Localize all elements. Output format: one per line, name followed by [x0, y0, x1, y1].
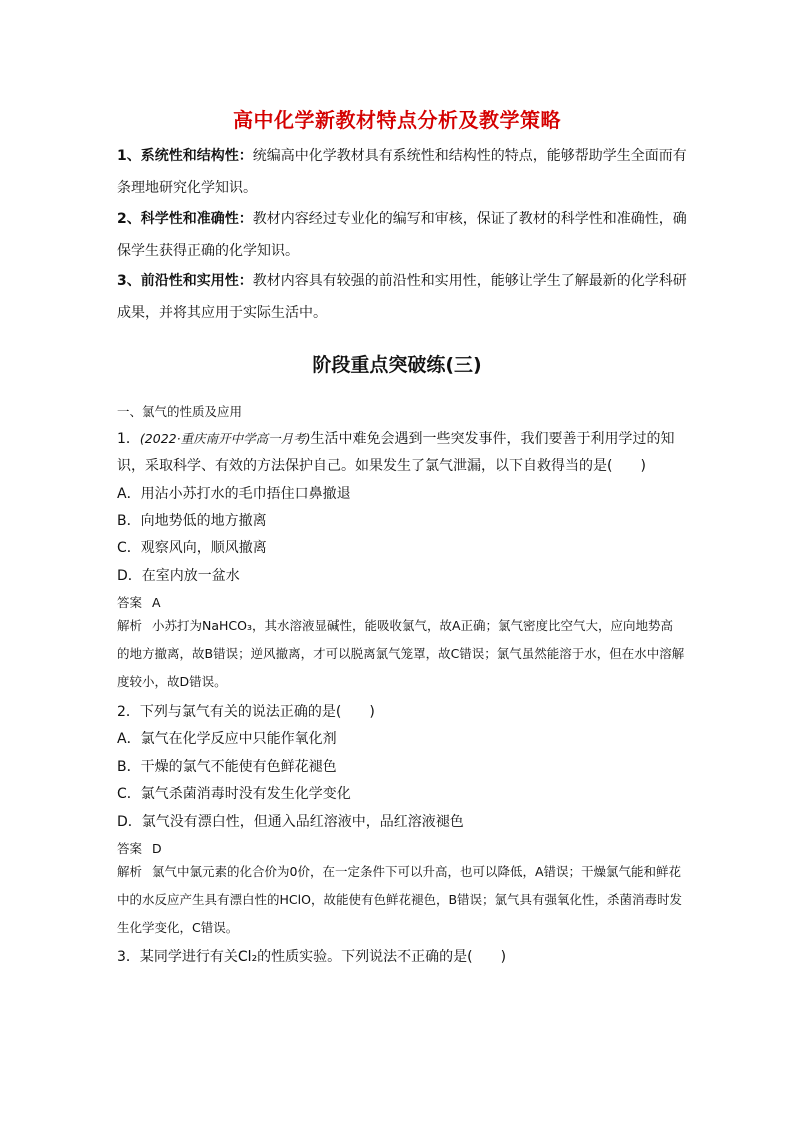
option-a: A．氯气在化学反应中只能作氧化剂: [117, 731, 337, 747]
option-b: B．干燥的氯气不能使有色鲜花褪色: [117, 759, 337, 775]
answer-value: D: [152, 841, 162, 856]
answer-value: A: [152, 595, 161, 610]
answer-label: 答案: [117, 595, 143, 610]
intro-text: 教材内容经过专业化的编写和审核，保证了教材的科学性和准确性，确保学生获得正确的化学知识。: [117, 211, 687, 259]
question-source: (2022·重庆南开中学高一月考): [139, 431, 311, 446]
option-d: D．在室内放一盆水: [117, 568, 240, 584]
section-title: 阶段重点突破练(三): [312, 354, 482, 376]
analysis-label: 解析: [117, 618, 143, 633]
option-a: A．用沾小苏打水的毛巾捂住口鼻撤退: [117, 486, 351, 502]
analysis-paragraph: [117, 612, 685, 696]
answer-label: 答案: [117, 841, 143, 856]
question-2-stem: 2．下列与氯气有关的说法正确的是( ): [117, 704, 375, 720]
intro-point-1: [117, 140, 687, 204]
option-c: C．观察风向，顺风撤离: [117, 540, 267, 556]
analysis-text: 氯气中氯元素的化合价为0价，在一定条件下可以升高，也可以降低，A错误；干燥氯气能和鲜花中的水反应产生具有漂白性的HClO，故能使有色鲜花褪色，B错误；氯气具有强氧化性，杀菌消毒时发生化学变化，C错误。: [117, 864, 683, 935]
analysis-paragraph: [117, 858, 685, 942]
intro-label: 1、系统性和结构性：: [117, 148, 253, 164]
intro-label: 3、前沿性和实用性：: [117, 273, 253, 289]
option-b: B．向地势低的地方撤离: [117, 513, 267, 529]
answer-line: [117, 593, 161, 611]
question-stem: 生活中难免会遇到一些突发事件，我们要善于利用学过的知: [310, 431, 675, 447]
analysis-label: 解析: [117, 864, 143, 879]
question-1-stem-line-1: [117, 428, 674, 448]
answer-line: [117, 839, 162, 857]
part-heading: 一、氯气的性质及应用: [117, 404, 243, 419]
intro-point-2: [117, 203, 687, 267]
question-1-stem-line-2: 识，采取科学、有效的方法保护自己。如果发生了氯气泄漏，以下自救得当的是( ): [117, 458, 646, 474]
intro-point-3: [117, 265, 687, 329]
intro-label: 2、科学性和准确性：: [117, 211, 253, 227]
intro-text: 教材内容具有较强的前沿性和实用性，能够让学生了解最新的化学科研成果，并将其应用于实际生活中。: [117, 273, 687, 321]
question-number: 1．: [117, 431, 140, 447]
option-d: D．氯气没有漂白性，但通入品红溶液中，品红溶液褪色: [117, 814, 464, 830]
analysis-text: 小苏打为NaHCO₃，其水溶液显碱性，能吸收氯气，故A正确；氯气密度比空气大，应向地势高的地方撤离，故B错误；逆风撤离，才可以脱离氯气笼罩，故C错误；氯气虽然能溶于水，但在水中溶解度较小，故D错误。: [117, 618, 685, 689]
option-c: C．氯气杀菌消毒时没有发生化学变化: [117, 786, 351, 802]
question-3-stem: 3．某同学进行有关Cl₂的性质实验。下列说法不正确的是( ): [117, 949, 507, 965]
header-title: 高中化学新教材特点分析及教学策略: [233, 108, 561, 132]
intro-text: 统编高中化学教材具有系统性和结构性的特点，能够帮助学生全面而有条理地研究化学知识。: [117, 148, 687, 196]
